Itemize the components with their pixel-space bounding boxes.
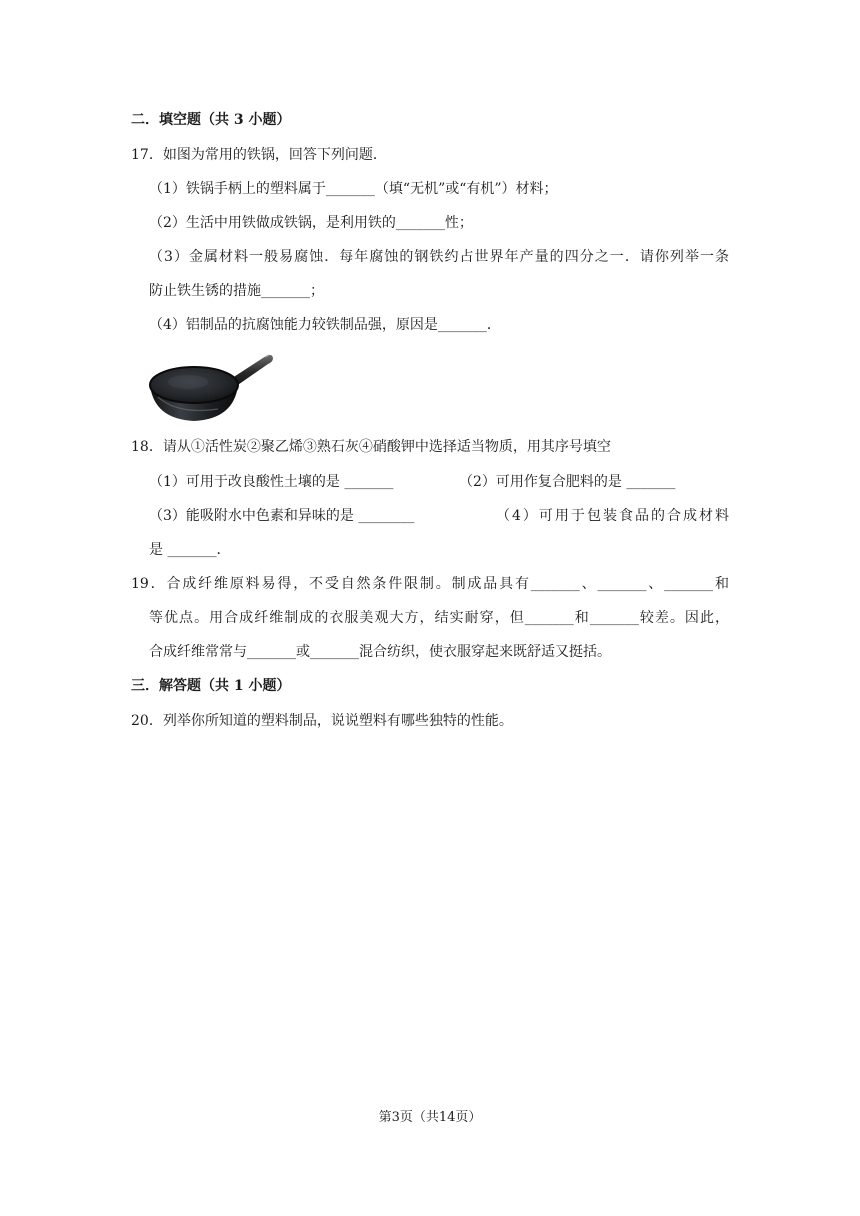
question-17-part-4: （4）铝制品的抗腐蚀能力较铁制品强，原因是_______． xyxy=(149,317,501,333)
question-19-line-1: 19．合成纤维原料易得，不受自然条件限制。制成品具有_______、_______、_______和 xyxy=(131,576,729,592)
question-18-part-2: （2）可用作复合肥料的是 _______ xyxy=(459,474,676,490)
wok-pan-image xyxy=(148,349,274,423)
question-19-line-3: 合成纤维常常与_______或_______混合纺织，使衣服穿起来既舒适又挺括。 xyxy=(149,644,611,660)
page-number-footer: 第3页（共14页） xyxy=(378,1110,482,1125)
question-18-part-1: （1）可用于改良酸性土壤的是 _______ xyxy=(149,474,394,490)
question-18-part-4-line-2: 是 _______． xyxy=(149,542,231,558)
section-heading-answer: 三．解答题（共 1 小题） xyxy=(131,678,291,694)
question-17-part-1: （1）铁锅手柄上的塑料属于_______（填“无机”或“有机”）材料； xyxy=(149,181,558,197)
question-17-part-3-line-1: （3）金属材料一般易腐蚀．每年腐蚀的钢铁约占世界年产量的四分之一．请你列举一条 xyxy=(149,249,729,265)
question-18-part-4-line-1: （4）可用于包装食品的合成材料 xyxy=(496,508,729,524)
question-17-part-3-line-2: 防止铁生锈的措施_______； xyxy=(149,283,324,299)
question-19-line-2: 等优点。用合成纤维制成的衣服美观大方，结实耐穿，但_______和_______较差。因此， xyxy=(149,610,729,626)
question-18-part-3: （3）能吸附水中色素和异味的是 ________ xyxy=(149,508,415,524)
question-18-stem: 18．请从①活性炭②聚乙烯③熟石灰④硝酸钾中选择适当物质，用其序号填空 xyxy=(131,439,611,455)
question-17-part-2: （2）生活中用铁做成铁锅，是利用铁的_______性； xyxy=(149,215,473,231)
question-20-stem: 20．列举你所知道的塑料制品，说说塑料有哪些独特的性能。 xyxy=(131,713,513,729)
question-17-stem: 17．如图为常用的铁锅，回答下列问题． xyxy=(131,147,387,163)
section-heading-fill-in: 二．填空题（共 3 小题） xyxy=(131,112,291,128)
